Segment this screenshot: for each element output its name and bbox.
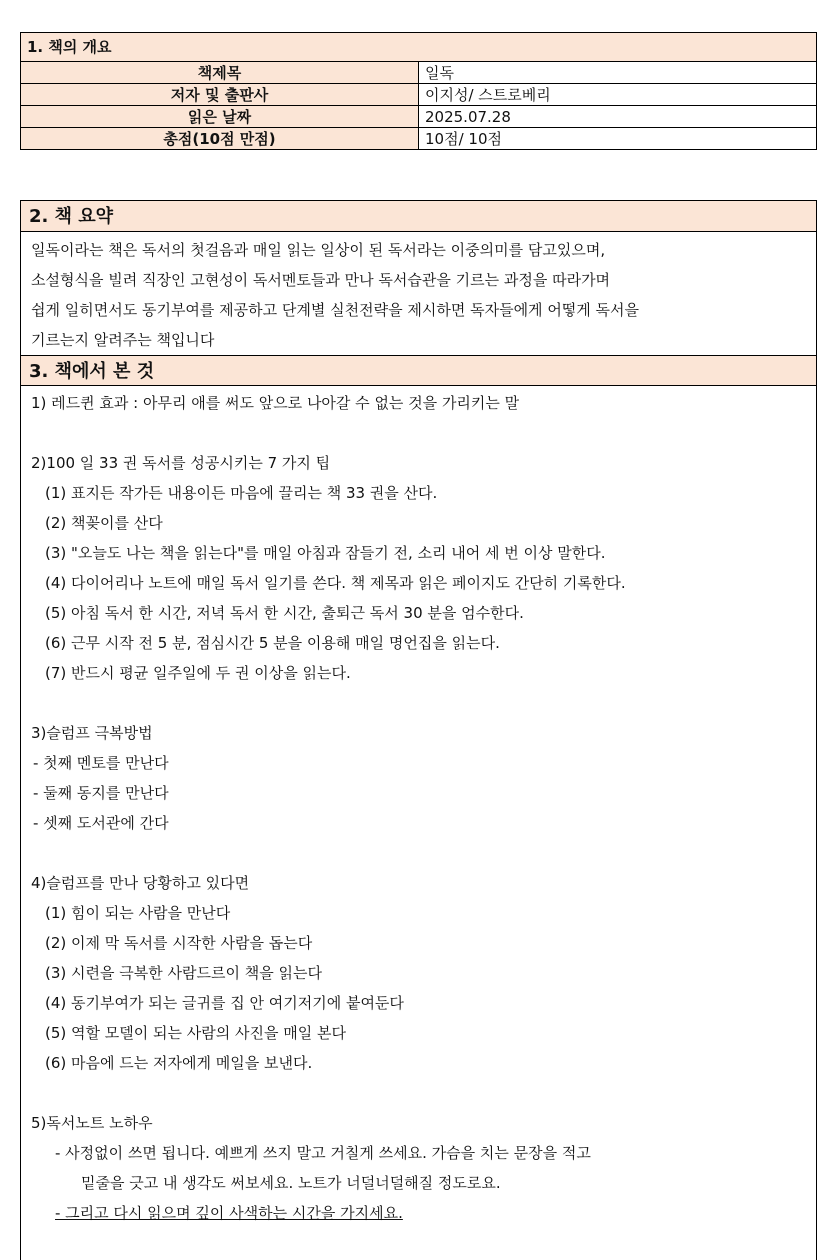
table-row	[21, 106, 817, 128]
table-row	[21, 62, 817, 84]
note-line: - 그리고 다시 읽으며 깊이 사색하는 시간을 가지세요.	[55, 1204, 403, 1222]
read-date-label: 읽은 날짜	[21, 106, 419, 128]
list-item: (2) 이제 막 독서를 시작한 사람을 돕는다	[45, 934, 313, 952]
list-item: (7) 반드시 평균 일주일에 두 권 이상을 읽는다.	[45, 664, 351, 682]
content-box	[20, 200, 817, 1260]
summary-line: 기르는지 알려주는 책입니다	[31, 331, 215, 349]
summary-text	[21, 232, 816, 355]
list-item: (3) "오늘도 나는 책을 읽는다"를 매일 아침과 잠들기 전, 소리 내어 세 번 이상 말한다.	[45, 544, 606, 562]
list-item: (4) 동기부여가 되는 글귀를 집 안 여기저기에 붙여둔다	[45, 994, 404, 1012]
slump-confused-heading: 4)슬럼프를 만나 당황하고 있다면	[31, 874, 250, 892]
author-label: 저자 및 출판사	[21, 84, 419, 106]
note-line: 밑줄을 긋고 내 생각도 써보세요. 노트가 너덜너덜해질 정도로요.	[81, 1174, 501, 1192]
book-title-label: 책제목	[21, 62, 419, 84]
list-item: (1) 힘이 되는 사람을 만난다	[45, 904, 231, 922]
summary-line: 일독이라는 책은 독서의 첫걸음과 매일 읽는 일상이 된 독서라는 이중의미를 담고있으며,	[31, 241, 606, 259]
overview-table	[20, 32, 817, 150]
book-title-value: 일독	[419, 62, 817, 84]
list-item: - 둘째 동지를 만난다	[33, 784, 169, 802]
note-heading: 5)독서노트 노하우	[31, 1114, 153, 1132]
tips-heading: 2)100 일 33 권 독서를 성공시키는 7 가지 팁	[31, 454, 331, 472]
list-item: - 첫째 멘토를 만난다	[33, 754, 169, 772]
list-item: (5) 아침 독서 한 시간, 저녁 독서 한 시간, 출퇴근 독서 30 분을 엄수한다.	[45, 604, 524, 622]
summary-line: 쉽게 일히면서도 동기부여를 제공하고 단계별 실천전략을 제시하면 독자들에게 어떻게 독서을	[31, 301, 640, 319]
list-item: - 셋째 도서관에 간다	[33, 814, 169, 832]
list-item: (6) 근무 시작 전 5 분, 점심시간 5 분을 이용해 매일 명언집을 읽는다.	[45, 634, 500, 652]
red-queen-effect: 1) 레드퀸 효과 : 아무리 애를 써도 앞으로 나아갈 수 없는 것을 가리키는 말	[31, 394, 520, 412]
score-value: 10점/ 10점	[419, 128, 817, 150]
note-line: - 사정없이 쓰면 됩니다. 예쁘게 쓰지 말고 거칠게 쓰세요. 가슴을 치는 문장을 적고	[55, 1144, 591, 1162]
author-value: 이지성/ 스트로베리	[419, 84, 817, 106]
list-item: (4) 다이어리나 노트에 매일 독서 일기를 쓴다. 책 제목과 읽은 페이지도 간단히 기록한다.	[45, 574, 626, 592]
slump-heading: 3)슬럼프 극복방법	[31, 724, 153, 742]
list-item: (5) 역할 모델이 되는 사람의 사진을 매일 본다	[45, 1024, 346, 1042]
summary-line: 소설형식을 빌려 직장인 고현성이 독서멘토들과 만나 독서습관을 기르는 과정을 따라가며	[31, 271, 611, 289]
table-row	[21, 128, 817, 150]
section2-title: 2. 책 요약	[21, 201, 816, 232]
section3-title: 3. 책에서 본 것	[21, 355, 816, 386]
list-item: (1) 표지든 작가든 내용이든 마음에 끌리는 책 33 권을 산다.	[45, 484, 438, 502]
section1-title: 1. 책의 개요	[21, 33, 817, 62]
seen-content	[21, 386, 816, 1228]
table-row	[21, 84, 817, 106]
score-label: 총점(10점 만점)	[21, 128, 419, 150]
list-item: (3) 시련을 극복한 사람드르이 책을 읽는다	[45, 964, 322, 982]
read-date-value: 2025.07.28	[419, 106, 817, 128]
list-item: (2) 책꽂이를 산다	[45, 514, 163, 532]
list-item: (6) 마음에 드는 저자에게 메일을 보낸다.	[45, 1054, 313, 1072]
